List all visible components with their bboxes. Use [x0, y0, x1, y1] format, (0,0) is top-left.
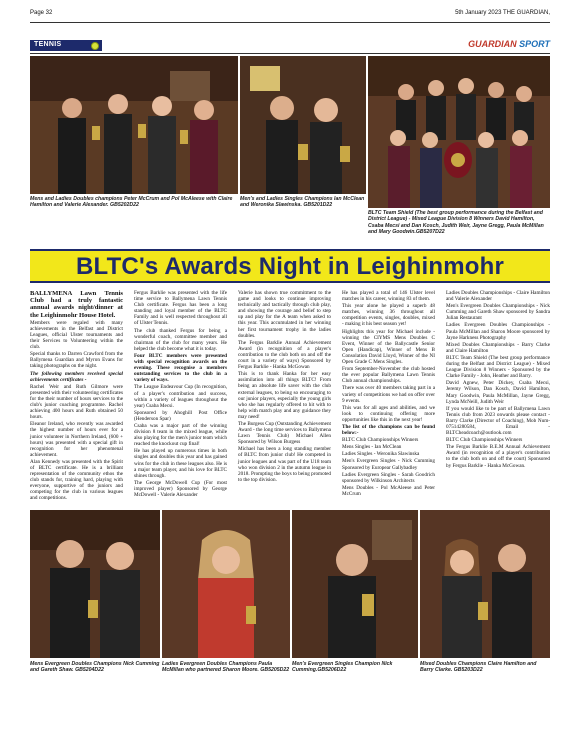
article-column-3 [238, 290, 331, 484]
page-number: Page 32 [30, 10, 53, 16]
article-paragraph: Alan Kennedy was presented with the Spirit of BLTC certificate. He is a brilliant representation of the community ethos the club stands for, training hard, playing with everyone, supportive of the juniors and competing for the club in various leagues and competitions. [30, 458, 123, 502]
article-paragraph: The club thanked Fergus for being a wonderful coach, committee member and chairman of the club for many years. He helped the club become what it is today. [134, 327, 227, 352]
article-paragraph: This was for all ages and abilities, and we look to continuing offering more opportunities like this in the next year! [342, 404, 435, 423]
article-lead: BALLYMENA Lawn Tennis Club had a truly fantastic annual awards night/dinner at the Leighinmohr House Hotel. [30, 290, 123, 319]
article-paragraph: Ladies Doubles Championships - Claire Hamilton and Valerie Alexander [446, 290, 550, 303]
masthead-guardian: GUARDIAN [468, 39, 517, 49]
photo-mixed-doubles [420, 510, 550, 658]
article-paragraph: Csaba was a major part of the winning division 8 team in the mixed league, while also playing for the men's junior team which reached the knockout cup final! [134, 422, 227, 448]
tennis-ball-icon [91, 42, 99, 50]
masthead [468, 39, 550, 49]
photo-ladies-evergreen-doubles [162, 510, 290, 658]
article-column-1 [30, 290, 123, 503]
article-paragraph: Mixed Doubles Championships - Barry Clarke and Claire Hamilton [446, 341, 550, 354]
article-paragraph: From September-November the club hosted the ever popular Ballymena Lawn Tennis Club annual championships. [342, 366, 435, 385]
article-paragraph: Rachel Weir and Ruth Gilmore were presented with their volunteering certificates for the their number of hours services to the club's junior coaching programme. Rachel achieving 400 hours and Ruth obtained 50 hours. [30, 383, 123, 421]
article-column-5 [446, 290, 550, 470]
article-paragraph: The League Endeavour Cup (In recognition, of a player's contribution and success, within a variety of leagues throughout the year) Csaba Mecsi. [134, 384, 227, 409]
caption-doubles-champions: Mens and Ladies Doubles champions Peter McCrum and Pol McAleese with Claire Hamilton and Valerie Alexander. GB5202D22 [30, 196, 233, 209]
issue-date: 5th January 2023 THE GUARDIAN, [455, 10, 550, 16]
article-paragraph: Fergus Barklie was presented with the life time service to Ballymena Lawn Tennis Club certificate. Fergus has been a long standing and loyal member of the BLTC Family and is well respected throughout all of Ulster Tennis. [134, 290, 227, 327]
article-subhead: Four BLTC members were presented with special recognition awards on the evening. These recognise a members outstanding services to the club in a variety of ways. [134, 352, 227, 384]
caption-ladies-evergreen-doubles: Ladies Evergreen Doubles Champions Paula McMillan who partnered Sharon Moore. GB5205D22 [162, 661, 290, 674]
headline-banner [30, 249, 550, 283]
headline: BLTC's Awards Night in Leighinmohr [75, 253, 505, 280]
article-paragraph: Ladies Evergreen Singles - Sarah Goodrich sponsored by Wilkinson Architects [342, 471, 435, 484]
masthead-sport: SPORT [519, 39, 550, 49]
article-paragraph: Highlights this year for Michael include - winning the CIYMS Mens Doubles C Event, Winner of the Ballycastle Senior Open (Handicap), Winner of Mens B Consolation David Lloyd, Winner of the NI Open Grade C Mens Singles. [342, 328, 435, 366]
article-subhead: The list of the champions can be found below:- [342, 423, 435, 437]
article-paragraph: There was over 40 members taking part in a variety of competitions we had on offer over 9 events. [342, 385, 435, 404]
article-paragraph: This is to thank Hanka for her easy assimilation into all things BLTC! From being an absolute life saver with the club external leagues, to being so encouraging to our junior players, especially the young girls who she has regularly offered to hit with to help with match play and any guidance they may need! [238, 371, 331, 420]
article-paragraph: He has played a total of 146 Ulster level matches in his career, winning 83 of them. [342, 290, 435, 303]
article-paragraph: Michael has been a long standing member of BLTC from junior club! He competed in junior leagues and was part of the U18 team who won division 2 in the autumn league in 2018. Prompting the boys to being promoted to the top division. [238, 446, 331, 483]
article-column-2 [134, 290, 227, 499]
article-paragraph: BLTC Club Championships Winners [446, 437, 523, 444]
article-paragraph: Mens Singles - Ian McClean [342, 444, 402, 451]
photo-singles-champions [240, 56, 366, 194]
article-paragraph: Men's Evergreen Singles - Nick Cumming Sponsored by Europear Gallybadley [342, 458, 435, 471]
article-paragraph: The George McDowell Cup (For most improved player) Sponsored by George McDowell - Valerie Alexander [134, 479, 227, 498]
article-paragraph: Eleanor Ireland, who recently was awarded the highest number of hours ever for a junior volunteer in Northern Ireland, (600 + hours) was presented with a special gift in recognition for her phenomenal achievement. [30, 421, 123, 458]
article-paragraph: Special thanks to Darren Crawford from the Ballymena Guardian and Myron Evans for taking photographs on the night. [30, 351, 123, 370]
caption-team-shield: BLTC Team Shield (The best group performance during the Belfast and District League) - Mixed League Division 8 Winners David Hamilton, Csaba Mecsi and Dan Kosch, Judith Weir, Jayne Gregg, Paula McMillan and Mary Goodwin.GB5207D22 [368, 210, 544, 236]
article-paragraph: Valerie has shown true commitment to the game and looks to continue improving technically and tactically through club play, and showing the courage and belief to step up and play for the A team when asked to this year. This accumulated in her winning her first tournament trophy in the ladies doubles. [238, 290, 331, 339]
caption-singles-champions: Men's and Ladies Singles Champions Ian McClean and Weronika Slawinska. GB5201D22 [240, 196, 365, 209]
caption-mixed-doubles: Mixed Doubles Champions Claire Hamilton and Barry Clarke. GB5203D22 [420, 661, 537, 674]
article-paragraph: BLTC Club Championships Winners [342, 437, 419, 444]
photo-mens-evergreen-singles [292, 510, 418, 658]
photo-team-shield [368, 56, 550, 208]
article-paragraph: David Agnew, Peter Dickey, Csaba Mecsi, Jeremy Wilson, Dan Kosch, David Hamilton, Mary Goodwin, Paula McMillan, Jayne Gregg, Lynda McNeill, Judith Weir [446, 380, 550, 405]
article-paragraph: Sponsored by Ahoghill Post Office (Henderson Spar) [134, 409, 227, 422]
article-paragraph: Men's Evergreen Doubles Championships - Nick Cumming and Gareth Shaw sponsored by Sandra Julian Restaurant [446, 303, 550, 322]
article-paragraph: The Fergus Barklie Annual Achievement Award (in recognition of a player's contribution to the club both on and off the court in a variety of ways) Sponsored by Fergus Barklie - Hanka McGowan [238, 339, 331, 371]
article-paragraph: He has played up numerous times in both singles and doubles this year and has gained wins for the club in these leagues also. He is a major team player, and his love for BLTC shines through. [134, 448, 227, 479]
caption-mens-evergreen-singles: Men's Evergreen Singles Champion Nick Cumming.GB5206D22 [292, 661, 393, 674]
section-tag [30, 40, 102, 51]
section-label: TENNIS [34, 41, 62, 48]
article-paragraph: Ladies Singles - Weronika Slawinska [342, 451, 420, 458]
article-paragraph: Mens Doubles - Pol McAleese and Peter McCrum [342, 484, 435, 497]
article-paragraph: This year alone he played a superb 48 matches, winning 36 throughout all competition events, singles, doubles, mixed - making it his best season yet! [342, 303, 435, 328]
page-header [30, 8, 550, 20]
section-rule [30, 53, 550, 54]
photo-doubles-champions [30, 56, 238, 194]
caption-mens-evergreen-doubles: Mens Evergreen Doubles Champions Nick Cumming and Gareth Shaw. GB5204D22 [30, 661, 160, 674]
header-rule [30, 22, 550, 23]
article-paragraph: The Burgess Cup (Outstanding Achievement Award - the long time services to Ballymena Lawn Tennis Club) Michael Allen Sponsored by Wilson Burgess [238, 420, 331, 446]
article-paragraph: Ladies Evergreen Doubles Championships - Paula McMillan and Sharon Moore sponsored by Jayne Harkness Photography [446, 322, 550, 341]
article-paragraph: If you would like to be part of Ballymena Lawn Tennis club from 2023 onwards please contact - Barry Clarke (Director of Coaching), Mob Num-07514280584, Email - BLTCheadcoach@outlook.com [446, 405, 550, 437]
article-subhead: The following members received special achievements certificates - [30, 370, 123, 383]
photo-mens-evergreen-doubles [30, 510, 160, 658]
article-paragraph: BLTC Team Shield (The best group performance during the Belfast and District League) - Mixed League Division 8 Winners - Sponsored by the Clarke Family - John, Heather and Barry. [446, 354, 550, 380]
article-column-4 [342, 290, 435, 498]
article-paragraph: The Fergus Barklie B.E.M Annual Achievement Award (in recognition of a player's contribution to the club both on and off the court) Sponsored by Fergus Barklie - Hanka McGowan. [446, 444, 550, 469]
article-paragraph: Members were regaled with many achievements in the Belfast and District Leagues, official Ulster tournaments and their Services to Volunteering within the club. [30, 319, 123, 351]
